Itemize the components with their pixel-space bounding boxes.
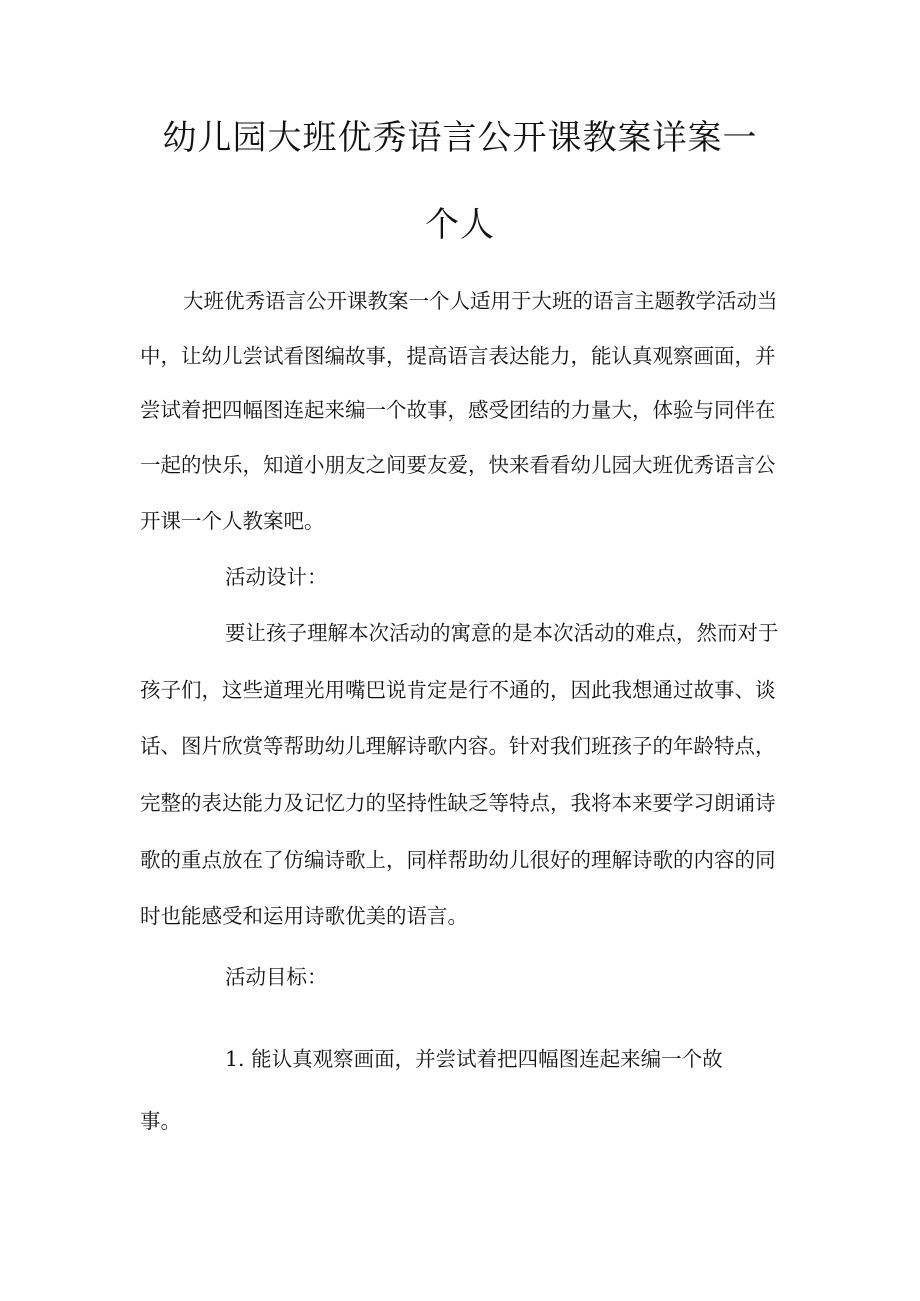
document-title-line-1: 幼儿园大班优秀语言公开课教案详案一 — [162, 118, 758, 158]
goal-1-line-2: 事。 — [140, 1109, 181, 1133]
intro-line-1: 大班优秀语言公开课教案一个人适用于大班的语言主题教学活动当 — [183, 289, 778, 313]
design-line-5: 歌的重点放在了仿编诗歌上，同样帮助幼儿很好的理解诗歌的内容的同 — [140, 848, 776, 872]
design-line-3: 话、图片欣赏等帮助幼儿理解诗歌内容。针对我们班孩子的年龄特点， — [140, 734, 776, 758]
design-line-1: 要让孩子理解本次活动的寓意的是本次活动的难点，然而对于 — [225, 621, 779, 645]
design-heading: 活动设计： — [225, 565, 328, 589]
design-line-6: 时也能感受和运用诗歌优美的语言。 — [140, 904, 468, 928]
goal-1-line-1: 1. 能认真观察画面，并尝试着把四幅图连起来编一个故 — [225, 1047, 723, 1071]
intro-line-5: 开课一个人教案吧。 — [140, 509, 325, 533]
design-line-4: 完整的表达能力及记忆力的坚持性缺乏等特点，我将本来要学习朗诵诗 — [140, 791, 776, 815]
goals-heading: 活动目标： — [225, 965, 328, 989]
intro-line-4: 一起的快乐，知道小朋友之间要友爱，快来看看幼儿园大班优秀语言公 — [140, 453, 776, 477]
document-title-line-2: 个人 — [425, 205, 495, 245]
design-line-2: 孩子们，这些道理光用嘴巴说肯定是行不通的，因此我想通过故事、谈 — [140, 678, 776, 702]
intro-line-2: 中，让幼儿尝试看图编故事，提高语言表达能力，能认真观察画面，并 — [140, 344, 776, 368]
intro-line-3: 尝试着把四幅图连起来编一个故事，感受团结的力量大，体验与同伴在 — [140, 398, 776, 422]
